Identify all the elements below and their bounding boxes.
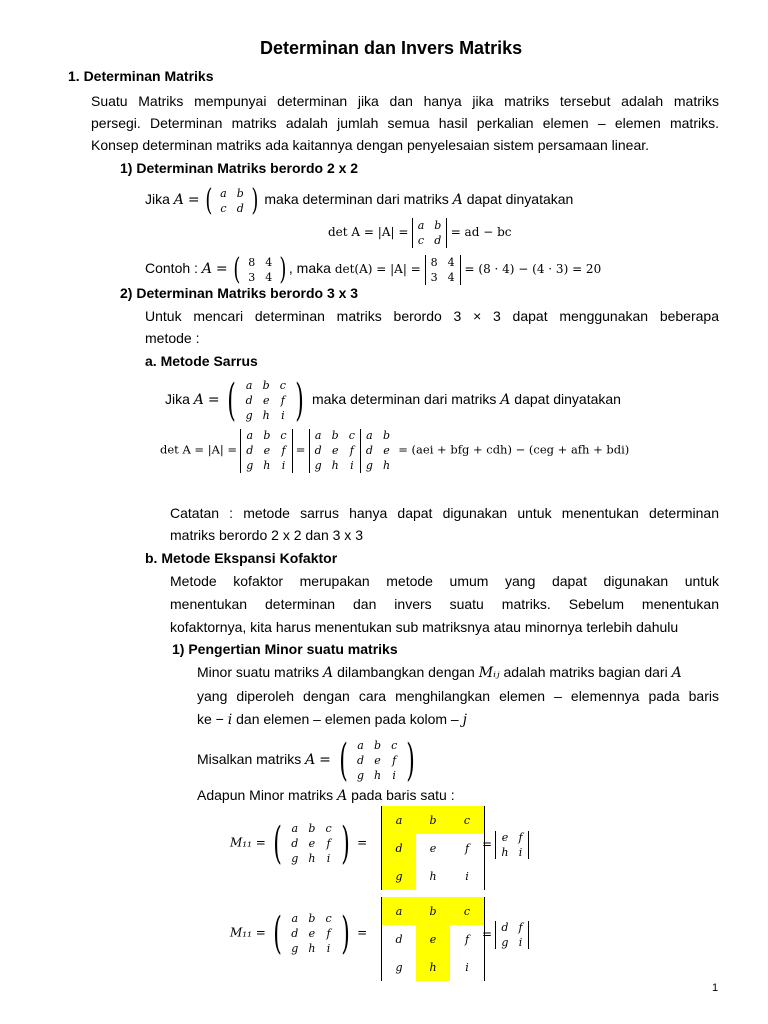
- subsection-2x2-heading: 1) Determinan Matriks berordo 2 x 2: [120, 160, 359, 176]
- grid-cell: b: [416, 897, 450, 925]
- matrix-cell: f: [281, 444, 286, 457]
- matrix-cell: g: [291, 852, 299, 865]
- subsection-3x3-heading: 2) Determinan Matriks berordo 3 x 3: [120, 285, 359, 301]
- matrix-cell: h: [263, 459, 271, 472]
- matrix-cell: h: [382, 459, 391, 472]
- matrix-cell: f: [326, 837, 331, 850]
- determinant-2x2-symbolic: [413, 218, 447, 248]
- catatan-line-1: Catatan : metode sarrus hanya dapat digunakan untuk menentukan determinan: [170, 505, 719, 521]
- def-2x2-line: Jika A = ( a b c d ) maka determinan dari matriks A dapat dinyatakan: [145, 183, 574, 218]
- m11-label: M₁₁ =: [230, 925, 266, 940]
- matrix-cell: b: [308, 912, 316, 925]
- grid-cell: h: [429, 869, 437, 883]
- matrix-cell: i: [518, 936, 523, 949]
- minor-text-c: adalah matriks bagian dari: [503, 664, 668, 680]
- grid-cell: f: [464, 841, 470, 855]
- matrix-cell: a: [366, 429, 373, 442]
- matrix-cell: g: [356, 769, 364, 782]
- cofactor-line-3: kofaktornya, kita harus menentukan sub matriksnya atau minornya terlebih dahulu: [170, 619, 679, 635]
- matrix-cell: h: [501, 846, 509, 859]
- matrix-cell: e: [374, 754, 381, 767]
- minor-1-expression: M₁₁ = ( a b c d e f g h i ) =: [230, 818, 368, 869]
- minor-heading: 1) Pengertian Minor suatu matriks: [172, 641, 398, 657]
- grid-cell: e: [416, 925, 450, 953]
- grid-cell: g: [382, 862, 416, 890]
- matrix-cell: b: [308, 822, 316, 835]
- minor-1-highlight-grid: [381, 806, 485, 890]
- matrix-cell: a: [245, 379, 253, 392]
- matrix-cell: d: [245, 394, 253, 407]
- matrix-cell: d: [365, 444, 373, 457]
- det-lhs: det A = |A| =: [328, 225, 409, 240]
- equals-sign: =: [295, 442, 306, 457]
- jika-tail: maka determinan dari matriks: [264, 191, 449, 208]
- cofactor-heading: b. Metode Ekspansi Kofaktor: [145, 550, 338, 566]
- cofactor-line-2: menentukan determinan dan invers suatu matriks. Sebelum menentukan: [170, 596, 719, 612]
- jika-tail-2: dapat dinyatakan: [466, 191, 574, 208]
- matrix-cell: c: [348, 429, 355, 442]
- sarrus-formula: [160, 428, 629, 473]
- equals-sign: =: [207, 392, 220, 409]
- matrix-2x2-symbolic: [215, 186, 249, 216]
- matrix-cell: d: [501, 921, 509, 934]
- grid-cell: f: [464, 932, 470, 946]
- page-number: 1: [712, 982, 719, 994]
- symbol-a: A: [337, 788, 348, 804]
- jika-label: Jika: [165, 391, 190, 408]
- matrix-cell: i: [326, 942, 331, 955]
- matrix-cell: a: [417, 219, 425, 232]
- matrix-cell: c: [325, 912, 332, 925]
- determinant-3x3: [241, 428, 291, 473]
- matrix-cell: d: [246, 444, 254, 457]
- matrix-cell: i: [392, 769, 396, 782]
- minor-text-ke: ke −: [197, 711, 224, 727]
- matrix-cell: g: [246, 459, 254, 472]
- example-2x2-line: Contoh : A = ( 8 4 3 4 ) , maka det(A) = |A| = 8 4 3 4 = (8 · 4) − (4 · 3) = 20: [145, 252, 602, 287]
- jika-label: Jika: [145, 191, 170, 208]
- minor-1-result: [482, 830, 529, 860]
- matrix-cell: e: [501, 831, 509, 844]
- matrix-cell: d: [291, 927, 299, 940]
- matrix-cell: 8: [430, 255, 438, 269]
- matrix-cell: a: [220, 186, 227, 200]
- adapun-line: [197, 787, 455, 804]
- det-lhs: det A = |A| =: [160, 442, 238, 457]
- symbol-mij: Mᵢⱼ: [478, 665, 500, 681]
- minor-2-highlight-grid: [381, 897, 485, 981]
- matrix-cell: 8: [248, 255, 256, 269]
- subsection-3x3-line-2: metode :: [145, 330, 200, 346]
- matrix-cell: b: [382, 429, 391, 442]
- matrix-cell: e: [308, 927, 316, 940]
- matrix-3x3-example: [352, 738, 402, 783]
- matrix-cell: 4: [447, 270, 455, 284]
- matrix-cell: b: [374, 739, 382, 752]
- matrix-cell: d: [314, 444, 322, 457]
- matrix-cell: i: [281, 409, 285, 422]
- minor-1-determinant: [496, 830, 527, 860]
- equals-sign: =: [482, 837, 493, 852]
- equals-sign: =: [319, 752, 331, 769]
- minor-text-a: Minor suatu matriks: [197, 664, 320, 680]
- section-1-line-2: persegi. Determinan matriks adalah jumlah semua hasil perkalian elemen – elemen matriks.: [91, 115, 719, 131]
- matrix-cell: b: [434, 219, 442, 232]
- section-1-line-3: Konsep determinan matriks ada kaitannya dengan penyelesaian sistem persamaan linear.: [91, 137, 650, 153]
- matrix-cell: i: [326, 852, 331, 865]
- grid-cell: a: [382, 897, 416, 925]
- grid-cell: c: [450, 806, 484, 834]
- matrix-cell: e: [308, 837, 316, 850]
- grid-cell: c: [450, 897, 484, 925]
- matrix-cell: a: [314, 429, 322, 442]
- equals-sign: =: [357, 835, 368, 850]
- det-rhs: = ad − bc: [450, 225, 512, 240]
- matrix-cell: d: [434, 234, 442, 247]
- catatan-line-2: matriks berordo 2 x 2 dan 3 x 3: [170, 527, 363, 543]
- symbol-a: A: [201, 261, 212, 278]
- symbol-j: j: [462, 712, 467, 728]
- matrix-cell: h: [308, 942, 316, 955]
- determinant-2x2-numeric: [426, 255, 460, 285]
- grid-cell: d: [395, 932, 403, 946]
- equals-sign: =: [357, 925, 368, 940]
- sarrus-heading: a. Metode Sarrus: [145, 353, 258, 369]
- adapun-label: Adapun Minor matriks: [197, 787, 334, 803]
- matrix-cell: g: [501, 936, 509, 949]
- matrix-cell: a: [246, 429, 254, 442]
- sarrus-extension-columns: [361, 428, 395, 473]
- det-2x2-formula: [328, 218, 511, 248]
- matrix-cell: 4: [265, 270, 273, 284]
- matrix-cell: b: [263, 429, 271, 442]
- matrix-cell: e: [262, 394, 270, 407]
- symbol-a: A: [193, 392, 204, 409]
- matrix-cell: e: [263, 444, 271, 457]
- subsection-3x3-line-1: Untuk mencari determinan matriks berordo 3 × 3 dapat menggunakan beberapa: [145, 308, 719, 324]
- matrix-cell: 3: [248, 270, 256, 284]
- minor-2-determinant: [496, 920, 527, 950]
- page-title: Determinan dan Invers Matriks: [260, 38, 523, 58]
- matrix-cell: c: [220, 201, 227, 215]
- minor-text-kolom: dan elemen – elemen pada kolom –: [236, 711, 459, 727]
- grid-cell: b: [416, 806, 450, 834]
- matrix-cell: b: [262, 379, 270, 392]
- matrix-cell: e: [331, 444, 339, 457]
- grid-cell: i: [465, 869, 469, 883]
- minor-line-2: yang diperoleh dengan cara menghilangkan elemen – elemennya pada baris: [197, 688, 719, 704]
- matrix-cell: c: [417, 234, 425, 247]
- matrix-cell: c: [279, 379, 286, 392]
- example-result: = (8 · 4) − (4 · 3) = 20: [464, 262, 602, 277]
- misalkan-label: Misalkan matriks: [197, 751, 302, 768]
- matrix-2x2-numeric: [243, 255, 277, 285]
- symbol-a: A: [323, 665, 334, 681]
- grid-cell: d: [382, 834, 416, 862]
- det-call: det(A) = |A| =: [334, 262, 421, 277]
- matrix-cell: e: [383, 444, 390, 457]
- matrix-cell: f: [518, 831, 523, 844]
- matrix-cell: c: [325, 822, 332, 835]
- matrix-cell: d: [356, 754, 364, 767]
- matrix-3x3-minor-1: [286, 821, 336, 866]
- misalkan-line: Misalkan matriks A = ( a b c d e f g h i ): [197, 735, 416, 786]
- matrix-cell: g: [314, 459, 322, 472]
- matrix-cell: a: [291, 912, 299, 925]
- grid-cell: i: [465, 960, 469, 974]
- m11-label: M₁₁ =: [230, 835, 266, 850]
- minor-line-1: [197, 664, 682, 681]
- symbol-a: A: [173, 192, 184, 209]
- grid-cell: g: [395, 960, 403, 974]
- matrix-cell: f: [326, 927, 331, 940]
- minor-2-result: [482, 920, 529, 950]
- equals-sign: =: [187, 192, 200, 209]
- matrix-cell: b: [331, 429, 339, 442]
- matrix-3x3-symbolic: [241, 378, 291, 423]
- equals-sign: =: [482, 927, 493, 942]
- sarrus-matrix: [310, 428, 360, 473]
- minor-text-b: dilambangkan dengan: [337, 664, 475, 680]
- minor-line-3: [197, 711, 467, 728]
- maka-label: , maka: [288, 260, 331, 277]
- cofactor-line-1: Metode kofaktor merupakan metode umum yang dapat digunakan untuk: [170, 573, 719, 589]
- matrix-cell: f: [280, 394, 285, 407]
- equals-sign: =: [215, 261, 228, 278]
- matrix-cell: d: [236, 201, 244, 215]
- section-1-heading: 1. Determinan Matriks: [68, 68, 214, 84]
- matrix-cell: d: [291, 837, 299, 850]
- matrix-cell: h: [331, 459, 339, 472]
- matrix-cell: 4: [265, 255, 273, 269]
- matrix-cell: g: [365, 459, 373, 472]
- symbol-i: i: [227, 712, 233, 728]
- symbol-a: A: [452, 192, 463, 209]
- matrix-cell: f: [518, 921, 523, 934]
- jika-tail: maka determinan dari matriks: [311, 391, 497, 408]
- section-1-line-1: Suatu Matriks mempunyai determinan jika dan hanya jika matriks tersebut adalah matriks: [91, 93, 719, 109]
- matrix-cell: h: [262, 409, 270, 422]
- matrix-cell: c: [391, 739, 398, 752]
- matrix-cell: i: [281, 459, 286, 472]
- symbol-a: A: [500, 392, 511, 409]
- contoh-label: Contoh :: [145, 260, 198, 277]
- grid-cell: a: [382, 806, 416, 834]
- matrix-cell: 3: [430, 270, 438, 284]
- matrix-cell: a: [357, 739, 364, 752]
- matrix-cell: i: [518, 846, 523, 859]
- sarrus-rhs: = (aei + bfg + cdh) − (ceg + afh + bdi): [398, 442, 630, 457]
- matrix-3x3-minor-2: [286, 911, 336, 956]
- grid-cell: e: [429, 841, 437, 855]
- matrix-cell: h: [308, 852, 316, 865]
- matrix-cell: a: [291, 822, 299, 835]
- def-3x3-line: Jika A = ( a b c d e f g h i ) maka determinan dari matriks A dapat dinyatakan: [165, 375, 621, 426]
- symbol-a: A: [305, 752, 316, 769]
- matrix-cell: 4: [447, 255, 455, 269]
- matrix-cell: i: [350, 459, 354, 472]
- symbol-a: A: [671, 665, 682, 681]
- jika-tail-2: dapat dinyatakan: [514, 391, 621, 408]
- grid-cell: h: [416, 953, 450, 981]
- adapun-tail: pada baris satu :: [351, 787, 455, 803]
- minor-2-expression: M₁₁ = ( a b c d e f g h i ) =: [230, 908, 368, 959]
- matrix-cell: c: [280, 429, 287, 442]
- matrix-cell: g: [245, 409, 253, 422]
- matrix-cell: h: [374, 769, 382, 782]
- matrix-cell: f: [349, 444, 354, 457]
- matrix-cell: b: [236, 186, 244, 200]
- matrix-cell: g: [291, 942, 299, 955]
- matrix-cell: f: [392, 754, 397, 767]
